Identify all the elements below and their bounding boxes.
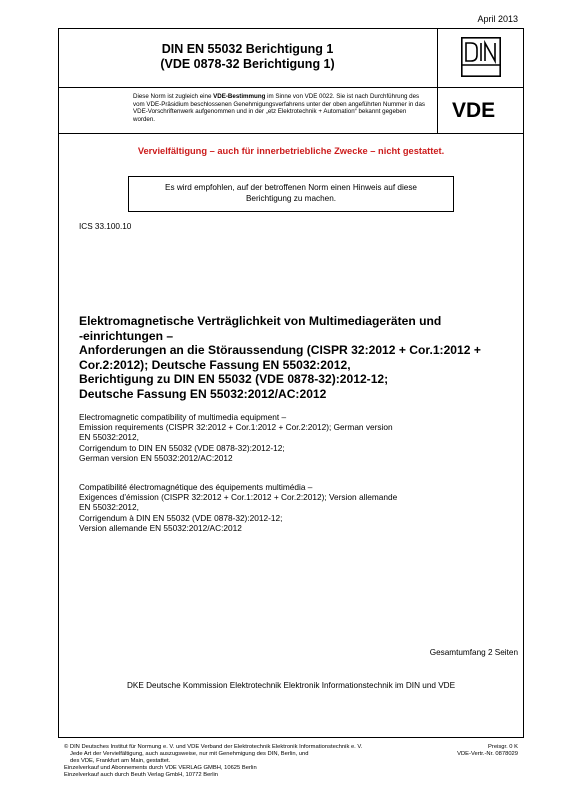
total-pages: Gesamtumfang 2 Seiten — [429, 648, 518, 657]
footer-price-info — [457, 744, 518, 758]
title-line: Anforderungen an die Störaussendung (CISPR 32:2012 + Cor.1:2012 + — [79, 343, 481, 358]
price-group: Preisgr. 0 K — [488, 744, 518, 750]
title-line: Cor.2:2012); Deutsche Fassung EN 55032:2012, — [79, 357, 351, 372]
vde-designation-note — [58, 88, 438, 134]
title-english — [79, 412, 519, 463]
title-line: Deutsche Fassung EN 55032:2012/AC:2012 — [79, 386, 327, 401]
din-logo-cell — [438, 28, 524, 88]
title-line: Exigences d’émission (CISPR 32:2012 + Cor.1:2012 + Cor.2:2012); Version allemande — [79, 492, 398, 503]
recommendation-box — [128, 176, 454, 212]
dke-commission: DKE Deutsche Kommission Elektrotechnik Elektronik Informationstechnik im DIN und VDE — [126, 681, 456, 690]
title-line: Compatibilité électromagnétique des équipements multimédia – — [79, 482, 313, 492]
title-line: EN 55032:2012, — [79, 502, 139, 513]
recommendation-line: Es wird empfohlen, auf der betroffenen Norm einen Hinweis auf diese — [165, 183, 417, 192]
ics-code: ICS 33.100.10 — [79, 222, 132, 231]
footer-copyright — [64, 744, 362, 779]
standard-number: DIN EN 55032 Berichtigung 1 — [161, 42, 334, 56]
din-logo-icon — [461, 37, 501, 77]
title-french — [79, 482, 519, 533]
title-line: German version EN 55032:2012/AC:2012 — [79, 452, 233, 463]
title-line: Electromagnetic compatibility of multimedia equipment – — [79, 412, 287, 422]
title-line: Emission requirements (CISPR 32:2012 + Cor.1:2012 + Cor.2:2012); German version — [79, 422, 393, 433]
vde-logo-cell — [438, 88, 524, 134]
title-german — [79, 314, 519, 402]
title-line: EN 55032:2012, — [79, 432, 139, 443]
sales-line: Einzelverkauf und Abonnements durch VDE VERLAG GMBH, 10625 Berlin — [64, 764, 257, 771]
copyright-line: Jede Art der Vervielfältigung, auch auszugsweise, nur mit Genehmigung des DIN, Berlin, und — [70, 750, 309, 757]
title-line: Elektromagnetische Verträglichkeit von Multimediageräten und — [79, 314, 442, 328]
reproduction-notice: Vervielfältigung – auch für innerbetriebliche Zwecke – nicht gestattet. — [137, 146, 445, 156]
title-line: -einrichtungen – — [79, 328, 174, 343]
title-line: Berichtigung zu DIN EN 55032 (VDE 0878-32):2012-12; — [79, 372, 389, 387]
vde-note-text-start: Diese Norm ist zugleich eine — [133, 93, 214, 100]
vde-order-number: VDE-Vertr.-Nr. 0878029 — [457, 750, 518, 757]
vde-logo-icon: VDE — [452, 99, 496, 122]
copyright-line: © DIN Deutsches Institut für Normung e. V. und VDE Verband der Elektrotechnik Elektronik Informationstechnik e. V. — [64, 744, 363, 750]
publication-date: April 2013 — [477, 14, 518, 24]
title-line: Version allemande EN 55032:2012/AC:2012 — [79, 522, 242, 533]
copyright-line: des VDE, Frankfurt am Main, gestattet. — [70, 757, 171, 764]
title-line: Corrigendum à DIN EN 55032 (VDE 0878-32):2012-12; — [79, 512, 283, 523]
title-line: Corrigendum to DIN EN 55032 (VDE 0878-32):2012-12; — [79, 442, 285, 453]
header-title-cell — [58, 28, 438, 88]
sales-line: Einzelverkauf auch durch Beuth Verlag GmbH, 10772 Berlin — [64, 771, 219, 778]
vde-note-text-end: im Sinne von VDE 0022. Sie ist nach Durchführung des vom VDE-Präsidium beschlossenen Genehmigungsverfahrens unter der oben angeführten Nummer in das VDE-Vorschriftenwerk aufgenommen und in der „etz Elektrotechnik + Automation“ bekannt gegeben worden. — [133, 93, 425, 123]
recommendation-line: Berichtigung zu machen. — [245, 194, 337, 203]
vde-classification-number: (VDE 0878-32 Berichtigung 1) — [160, 57, 335, 71]
vde-note-bold: VDE-Bestimmung — [213, 93, 266, 100]
